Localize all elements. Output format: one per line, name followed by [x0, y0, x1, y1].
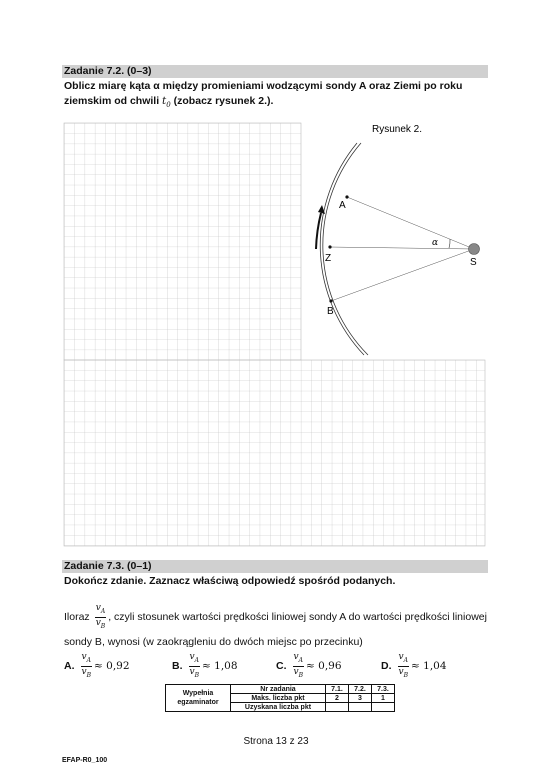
option-b-fraction: [189, 652, 201, 681]
option-a-den-letter: v: [81, 666, 87, 677]
question-line-2: sondy B, wynosi (w zaokrągleniu do dwóch miejsc po przecinku): [64, 635, 363, 648]
obtained-points-label: Uzyskana liczba pkt: [231, 703, 326, 712]
option-a-den: [81, 667, 93, 681]
task-7-3-instruction: Dokończ zdanie. Zaznacz właściwą odpowiedź spośród podanych.: [64, 575, 396, 587]
option-a-value: ≈ 0,92: [94, 660, 130, 673]
option-a[interactable]: [64, 652, 130, 681]
orbit-inner: [323, 143, 368, 355]
option-b-label: B.: [172, 660, 183, 673]
option-d-num: [398, 652, 410, 667]
option-c-num-sub: A: [298, 656, 303, 664]
label-s: S: [470, 257, 477, 268]
option-b-value: ≈ 1,08: [202, 660, 238, 673]
figure-2: [300, 123, 490, 360]
option-d-den-letter: v: [398, 666, 404, 677]
option-c-num: [293, 652, 305, 667]
task-number-7-1: 7.1.: [326, 685, 349, 694]
option-d-num-sub: A: [403, 656, 408, 664]
fraction-numerator: [95, 603, 107, 618]
option-b[interactable]: [172, 652, 238, 681]
task-7-2-header: Zadanie 7.2. (0–3): [62, 65, 488, 78]
option-c-den-letter: v: [293, 666, 299, 677]
point-b: [329, 299, 332, 302]
figure-caption: Rysunek 2.: [372, 124, 423, 135]
option-d-label: D.: [381, 660, 392, 673]
option-c-den: [293, 667, 305, 681]
option-a-fraction: [81, 652, 93, 681]
t0-subscript: 0: [166, 101, 171, 110]
label-a: A: [339, 200, 346, 211]
den-subscript: B: [100, 622, 106, 630]
num-letter: v: [95, 603, 101, 613]
prompt-line-2-post: (zobacz rysunek 2.).: [170, 95, 274, 107]
option-b-num-sub: A: [194, 656, 199, 664]
orbit-outer: [320, 143, 364, 355]
max-points-7-3: 1: [372, 694, 395, 703]
option-c-den-sub: B: [298, 671, 304, 679]
obtained-points-7-1[interactable]: [326, 703, 349, 712]
ratio-fraction: [95, 603, 107, 632]
page-number: Strona 13 z 23: [243, 736, 309, 747]
option-a-num-letter: v: [81, 652, 87, 662]
radius-z: [330, 247, 474, 249]
option-d[interactable]: [381, 652, 447, 681]
task-number-label: Nr zadania: [231, 685, 326, 694]
task-number-7-3: 7.3.: [372, 685, 395, 694]
question-line-1: [64, 603, 494, 632]
prompt-line-1: Oblicz miarę kąta α między promieniami wodzącymi sondy A oraz Ziemi po roku: [64, 80, 463, 92]
alpha-arc: [449, 239, 450, 248]
score-table: [165, 684, 395, 712]
question-text-after: , czyli stosunek wartości prędkości liniowej sondy A do wartości prędkości liniowej: [108, 610, 487, 623]
option-a-den-sub: B: [86, 671, 92, 679]
option-b-num-letter: v: [189, 652, 195, 662]
label-alpha: α: [432, 238, 439, 248]
obtained-points-7-2[interactable]: [349, 703, 372, 712]
sun-icon: [469, 244, 480, 255]
option-d-value: ≈ 1,04: [411, 660, 447, 673]
max-points-7-2: 3: [349, 694, 372, 703]
option-a-num: [81, 652, 93, 667]
point-z: [328, 245, 331, 248]
option-a-num-sub: A: [86, 656, 91, 664]
num-subscript: A: [100, 607, 106, 615]
option-b-num: [189, 652, 201, 667]
option-b-den-sub: B: [194, 671, 200, 679]
option-b-den-letter: v: [189, 666, 195, 677]
den-letter: v: [95, 617, 101, 628]
option-c-label: C.: [276, 660, 287, 673]
obtained-points-7-3[interactable]: [372, 703, 395, 712]
task-7-3-question: [64, 603, 494, 650]
t0-letter: t: [162, 95, 167, 107]
radius-b: [331, 249, 474, 301]
option-d-den: [398, 667, 410, 681]
option-d-fraction: [398, 652, 410, 681]
max-points-7-1: 2: [326, 694, 349, 703]
option-d-den-sub: B: [403, 671, 409, 679]
option-c-fraction: [293, 652, 305, 681]
task-7-3-header: Zadanie 7.3. (0–1): [62, 560, 488, 573]
max-points-label: Maks. liczba pkt: [231, 694, 326, 703]
prompt-line-2-pre: ziemskim od chwili: [64, 95, 163, 107]
exam-code: EFAP-R0_100: [62, 757, 108, 764]
label-z: Z: [325, 253, 332, 264]
task-number-7-2: 7.2.: [349, 685, 372, 694]
option-a-label: A.: [64, 660, 75, 673]
option-c-num-letter: v: [293, 652, 299, 662]
radius-a: [347, 197, 474, 249]
filled-by-cell: Wypełnia egzaminator: [166, 685, 231, 712]
point-a: [345, 195, 348, 198]
option-d-num-letter: v: [398, 652, 404, 662]
option-b-den: [189, 667, 201, 681]
fraction-denominator: [95, 618, 107, 632]
option-c[interactable]: [276, 652, 342, 681]
iloraz-word: Iloraz: [64, 610, 90, 623]
label-b: B: [327, 306, 334, 317]
option-c-value: ≈ 0,96: [306, 660, 342, 673]
